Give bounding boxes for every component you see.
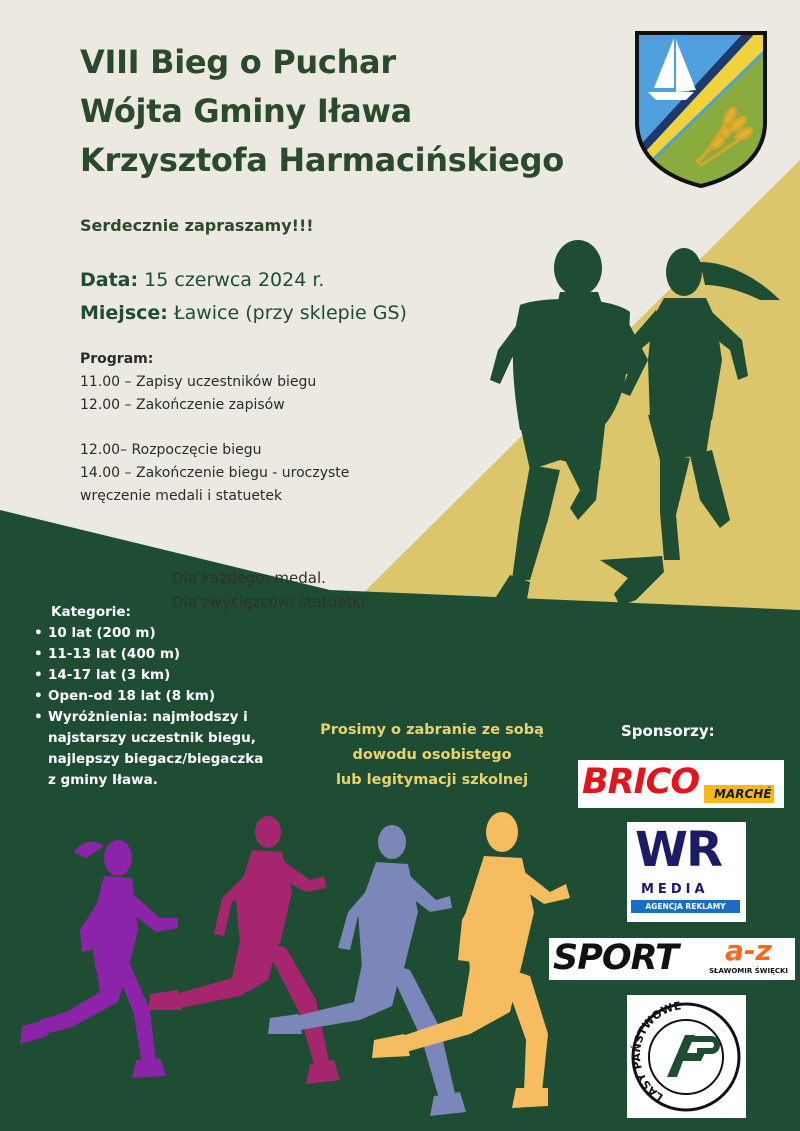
sport-owner: SŁAWOMIR ŚWIĘCKI xyxy=(709,967,789,975)
award-line: Dla zwycięzców: statuetki. xyxy=(172,593,370,611)
sponsors-heading: Sponsorzy: xyxy=(621,722,715,740)
program-item: 14.00 – Zakończenie biegu - uroczyste xyxy=(80,465,350,481)
wr-wordmark: WR xyxy=(635,822,721,878)
id-reminder-line: dowodu osobistego xyxy=(352,747,512,763)
place-label: Miejsce: xyxy=(80,302,168,324)
marche-badge: MARCHÉ xyxy=(704,785,774,803)
invitation-text: Serdecznie zapraszamy!!! xyxy=(80,216,314,235)
az-wordmark: a-z xyxy=(725,934,772,967)
date-label: Data: xyxy=(80,269,139,291)
program-item: wręczenie medali i statuetek xyxy=(80,488,283,504)
title-line-3: Krzysztofa Harmacińskiego xyxy=(80,141,564,179)
date-value: 15 czerwca 2024 r. xyxy=(144,269,325,291)
sport-wordmark: SPORT xyxy=(553,938,678,978)
category-item: • 10 lat (200 m) xyxy=(34,623,284,644)
category-item: • Open-od 18 lat (8 km) xyxy=(34,686,284,707)
wr-agency-text: AGENCJA REKLAMY xyxy=(631,900,740,913)
wr-media-text: MEDIA xyxy=(641,882,709,897)
title-line-1: VIII Bieg o Puchar xyxy=(80,43,396,81)
place-value: Ławice (przy sklepie GS) xyxy=(173,302,407,324)
program-item: 12.00– Rozpoczęcie biegu xyxy=(80,442,262,458)
program-item: 12.00 – Zakończenie zapisów xyxy=(80,397,285,413)
categories-heading: Kategorie: xyxy=(51,604,131,620)
purple-runner-icon xyxy=(20,840,178,1078)
id-reminder-line: lub legitymacji szkolnej xyxy=(335,772,529,788)
award-line: Dla każdego: medal. xyxy=(172,569,326,587)
category-item: • 14-17 lat (3 km) xyxy=(34,665,284,686)
id-reminder-line: Prosimy o zabranie ze sobą xyxy=(320,722,544,738)
category-item: • 11-13 lat (400 m) xyxy=(34,644,284,665)
program-item: 11.00 – Zapisy uczestników biegu xyxy=(80,374,317,390)
title-line-2: Wójta Gminy Iława xyxy=(80,92,412,130)
brico-wordmark: BRICO xyxy=(582,762,700,802)
lasy-ring-text: LASY PAŃSTWOWE xyxy=(629,999,683,1104)
program-heading: Program: xyxy=(80,351,154,367)
category-item: • Wyróżnienia: najmłodszy i najstarszy uczestnik biegu, najlepszy biegacz/biegaczka z gminy Iława. xyxy=(34,707,268,791)
magenta-runner-icon xyxy=(148,816,340,1084)
